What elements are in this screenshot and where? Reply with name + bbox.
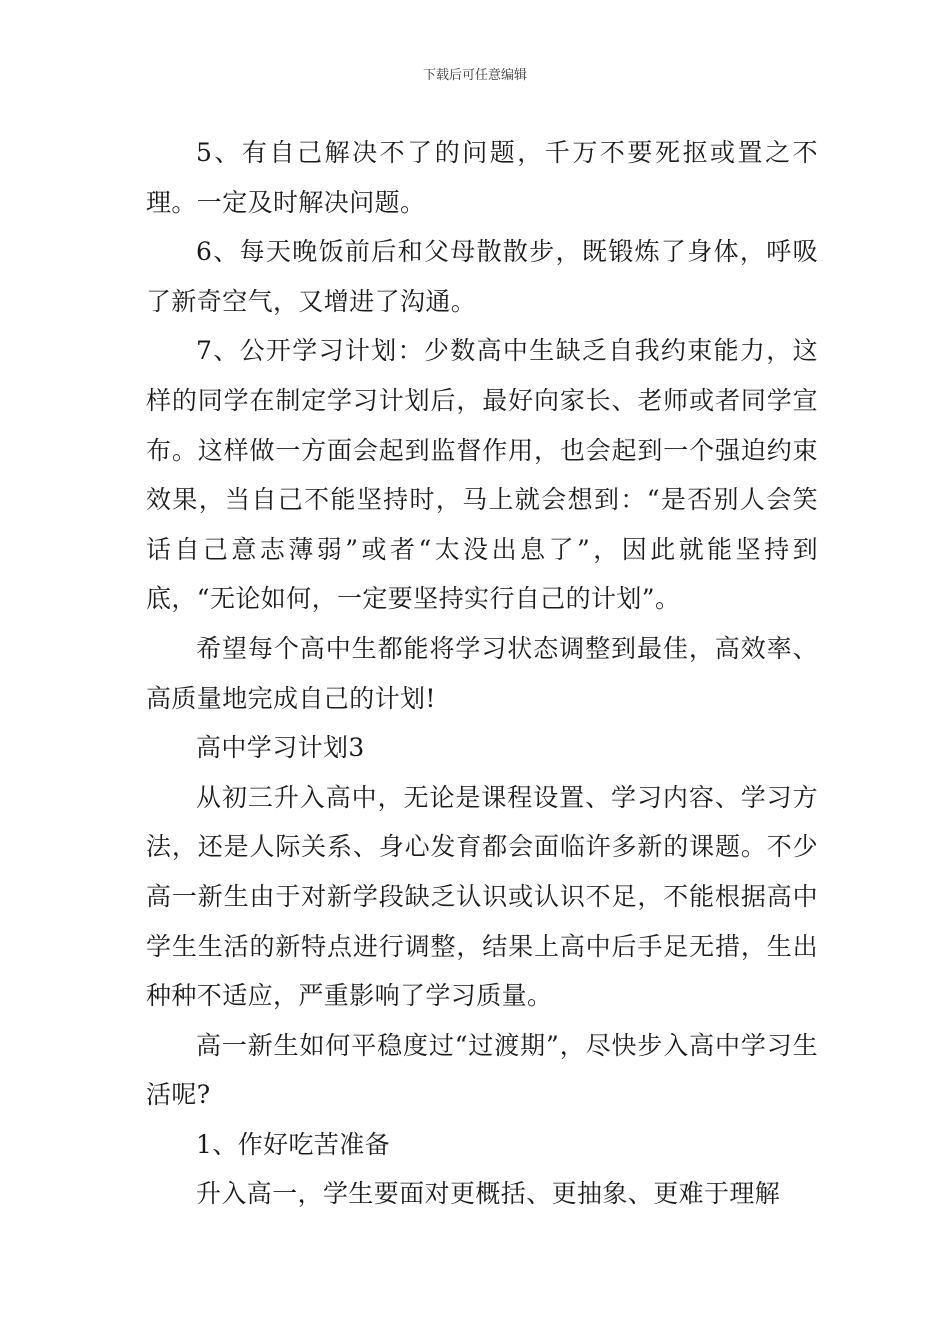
page-header: 下载后可任意编辑 [422, 68, 527, 83]
paragraph-item-7: 7、公开学习计划：少数高中生缺乏自我约束能力，这样的同学在制定学习计划后，最好向家长、老师或者同学宣布。这样做一方面会起到监督作用，也会起到一个强迫约束效果，当自己不能坚持时，马上就会想到：“是否别人会笑话自己意志薄弱”或者“太没出息了”，因此就能坚持到底，“无论如何，一定要坚持实行自己的计划”。 [146, 336, 818, 614]
paragraph-intro: 从初三升入高中，无论是课程设置、学习内容、学习方法，还是人际关系、身心发育都会面临许多新的课题。不少高一新生由于对新学段缺乏认识或认识不足，不能根据高中学生生活的新特点进行调整，结果上高中后手足无措，生出种种不适应，严重影响了学习质量。 [146, 782, 818, 1011]
paragraph-last: 升入高一，学生要面对更概括、更抽象、更难于理解 [196, 1179, 781, 1209]
paragraph-item-6: 6、每天晚饭前后和父母散散步，既锻炼了身体，呼吸了新奇空气，又增进了沟通。 [146, 237, 818, 316]
section-heading: 高中学习计划3 [196, 733, 365, 763]
document-body [146, 128, 818, 1219]
paragraph-hope: 希望每个高中生都能将学习状态调整到最佳，高效率、高质量地完成自己的计划! [146, 633, 818, 713]
paragraph-item-5: 5、有自己解决不了的问题，千万不要死抠或置之不理。一定及时解决问题。 [146, 138, 818, 217]
paragraph-question: 高一新生如何平稳度过“过渡期”，尽快步入高中学习生活呢? [146, 1030, 818, 1110]
subheading-1: 1、作好吃苦准备 [196, 1129, 391, 1159]
